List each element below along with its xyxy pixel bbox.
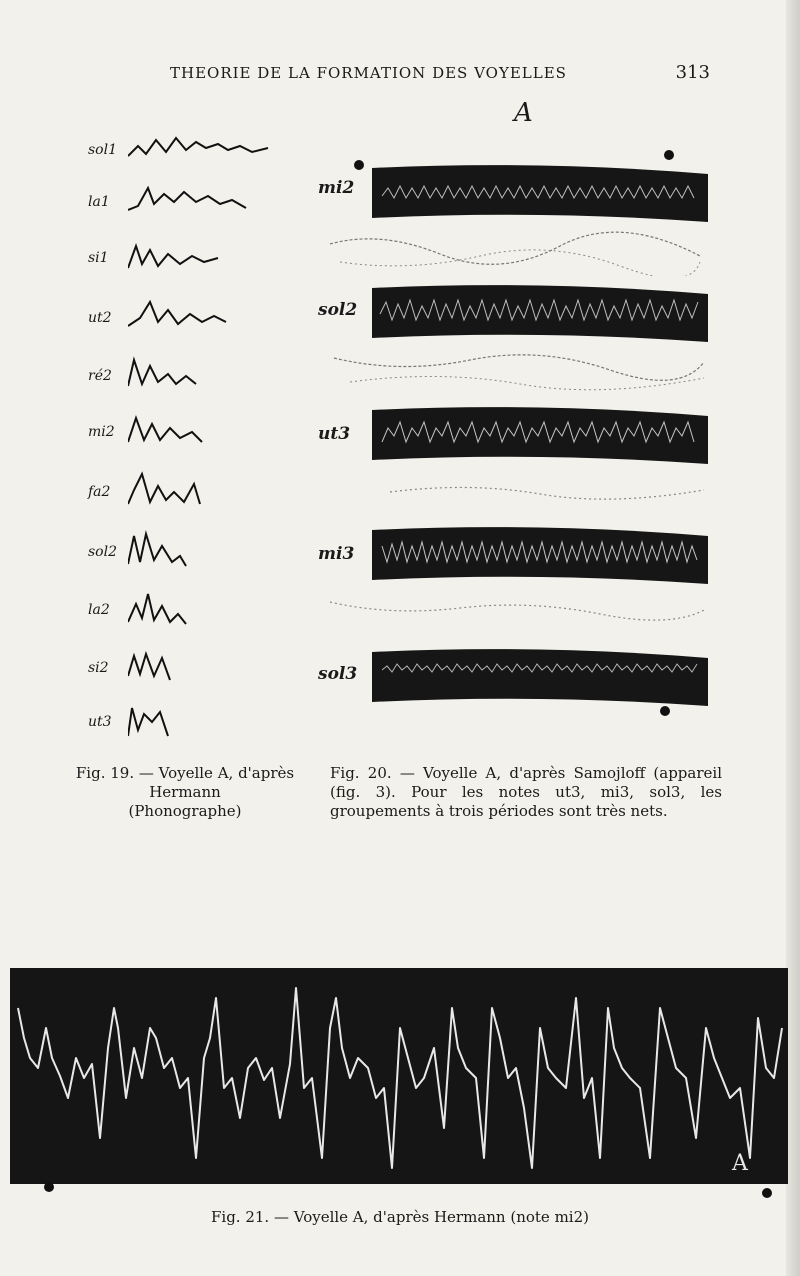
fig19-note-label: si1 [88, 250, 109, 266]
caption-line: Fig. 19. — Voyelle A, d'après [75, 764, 295, 782]
fig20-band-label: sol3 [318, 664, 358, 684]
fig20-noise-strip [320, 344, 710, 394]
fig19-tracing [128, 180, 298, 220]
fig19-note-label: fa2 [88, 484, 111, 500]
fig20-band [372, 648, 708, 704]
fig20-noise-strip [320, 468, 710, 518]
registration-dot [354, 160, 364, 170]
fig19-tracing [128, 296, 298, 336]
fig19-row [70, 410, 300, 460]
fig19-tracing [128, 470, 298, 510]
page-edge-shadow [786, 0, 800, 1276]
fig20-band-label: sol2 [318, 300, 358, 320]
fig19-tracing [128, 410, 298, 450]
fig20-band-label: mi3 [318, 544, 355, 564]
fig20-band-label: ut3 [318, 424, 351, 444]
running-title: THEORIE DE LA FORMATION DES VOYELLES [170, 64, 567, 82]
registration-dot [660, 706, 670, 716]
fig19-row [70, 180, 300, 230]
fig19-note-label: ut2 [88, 310, 112, 326]
figure-21 [10, 968, 788, 1184]
fig19-tracing [128, 354, 298, 394]
fig19-tracing [128, 700, 298, 740]
fig19-row [70, 470, 300, 520]
fig19-note-label: la1 [88, 194, 110, 210]
fig19-row [70, 588, 300, 638]
fig19-tracing [128, 128, 298, 168]
caption-line: Hermann [149, 783, 221, 801]
running-header [170, 64, 710, 88]
fig19-row [70, 354, 300, 404]
figure-19-caption [70, 764, 300, 821]
fig21-oscillogram [10, 968, 788, 1184]
registration-dot [664, 150, 674, 160]
fig19-row [70, 530, 300, 580]
fig20-band-trace [372, 164, 708, 222]
fig20-band-trace [372, 406, 708, 464]
fig20-band-label: mi2 [318, 178, 355, 198]
registration-dot [44, 1182, 54, 1192]
fig19-row [70, 236, 300, 286]
fig19-tracing [128, 588, 298, 628]
fig19-row [70, 700, 300, 750]
fig20-noise-strip [320, 226, 710, 276]
page-number: 313 [675, 62, 710, 83]
fig20-band-trace [372, 284, 708, 342]
fig19-note-label: sol2 [88, 544, 117, 560]
caption-line: (Phonographe) [128, 802, 242, 820]
fig19-row [70, 296, 300, 346]
fig19-tracing [128, 236, 298, 276]
figure-21-caption: Fig. 21. — Voyelle A, d'après Hermann (note mi2) [211, 1208, 589, 1226]
fig20-band [372, 284, 708, 340]
fig19-row [70, 646, 300, 696]
fig20-band-trace [372, 526, 708, 584]
fig19-note-label: si2 [88, 660, 109, 676]
fig19-tracing [128, 530, 298, 570]
fig20-band [372, 406, 708, 462]
fig19-note-label: mi2 [88, 424, 115, 440]
fig19-note-label: la2 [88, 602, 110, 618]
fig20-noise-strip [320, 586, 710, 636]
fig21-corner-label: A [732, 1151, 748, 1176]
fig19-note-label: ut3 [88, 714, 112, 730]
registration-dot [762, 1188, 772, 1198]
fig19-note-label: ré2 [88, 368, 112, 384]
fig19-note-label: sol1 [88, 142, 117, 158]
figure-20-vowel-label: A [514, 98, 533, 128]
fig20-band-trace [372, 648, 708, 706]
figure-20-caption: Fig. 20. — Voyelle A, d'après Samojloff (appareil (fig. 3). Pour les notes ut3, mi3, sol3, les groupements à trois périodes sont très nets. [330, 764, 722, 820]
fig20-band [372, 164, 708, 220]
fig19-tracing [128, 646, 298, 686]
fig19-row [70, 128, 300, 178]
fig20-band [372, 526, 708, 582]
